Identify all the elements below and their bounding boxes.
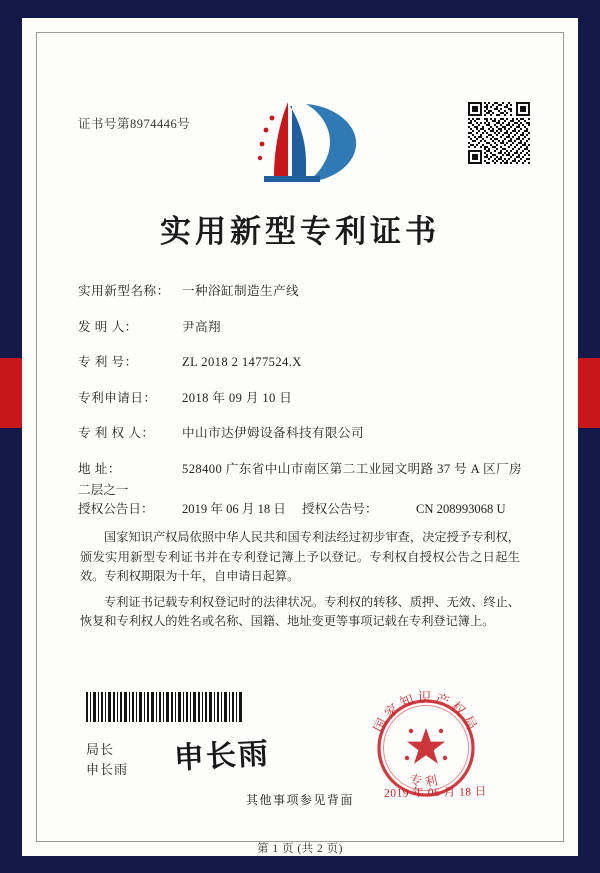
barcode: [86, 692, 244, 722]
field-label: 专利申请日：: [78, 390, 157, 405]
patent-office-emblem-icon: [234, 96, 366, 188]
certificate-body-text: [80, 528, 520, 638]
signature-block: [86, 740, 128, 780]
certificate-sheet: [22, 18, 578, 856]
field-label-grant-number: 授权公告号：: [302, 501, 378, 516]
svg-text:国家知识产权局: 国家知识产权局: [370, 690, 482, 735]
field-value: 一种浴缸制造生产线: [182, 284, 299, 298]
signature-name-label: 申长雨: [86, 762, 129, 777]
field-label-grant-date: 授权公告日：: [78, 501, 154, 516]
field-label: 地 址：: [78, 461, 121, 476]
field-value-grant-date: 2019 年 06 月 18 日: [182, 501, 286, 516]
field-value-grant-number: CN 208993068 U: [416, 501, 506, 516]
field-row-inventor: [78, 316, 526, 335]
field-label: 发 明 人：: [78, 319, 138, 334]
field-label: 实用新型名称：: [78, 284, 170, 298]
qr-code: [468, 102, 530, 164]
field-value: 528400 广东省中山市南区第二工业园文明路 37 号 A 区厂房: [182, 461, 522, 476]
field-row-application-date: [78, 387, 526, 406]
footer-note: 其他事项参见背面: [245, 793, 354, 807]
handwritten-signature: 申长雨: [173, 737, 271, 776]
field-value: 2018 年 09 月 10 日: [182, 390, 293, 405]
field-label: 专 利 号：: [78, 355, 138, 369]
seal-date: 2019 年 06 月 18 日: [383, 786, 487, 800]
field-value-address-line2: 二层之一: [78, 482, 129, 497]
field-row-grant: [78, 498, 526, 517]
body-paragraph-2: 专利证书记载专利权登记时的法律状况。专利权的转移、质押、无效、终止、恢复和专利权人的姓名或名称、国籍、地址变更等事项记载在专利登记簿上。: [80, 594, 520, 628]
field-value: 尹高翔: [182, 319, 221, 334]
field-row-utility-model-name: [78, 280, 526, 299]
body-paragraph-1: 国家知识产权局依照中华人民共和国专利法经过初步审查，决定授予专利权，颁发实用新型专利证书并在专利登记簿上予以登记。专利权自授权公告之日起生效。专利权期限为十年，自申请日起算。: [80, 530, 520, 583]
certificate-number: 证书号第8974446号: [78, 117, 191, 131]
certificate-content: [62, 58, 538, 855]
field-row-patent-number: [78, 351, 526, 370]
field-value: 中山市达伊姆设备科技有限公司: [182, 426, 364, 440]
field-row-patentee: [78, 422, 526, 441]
page-title: 实用新型专利证书: [160, 214, 440, 249]
certificate-fields: [78, 280, 526, 527]
field-value: ZL 2018 2 1477524.X: [182, 355, 302, 369]
page-number: 第 1 页 (共 2 页): [256, 843, 344, 855]
signature-title-label: 局长: [86, 742, 115, 757]
field-row-address: [78, 458, 526, 477]
field-label: 专 利 权 人：: [78, 426, 155, 440]
svg-text:专利: 专利: [408, 772, 444, 790]
